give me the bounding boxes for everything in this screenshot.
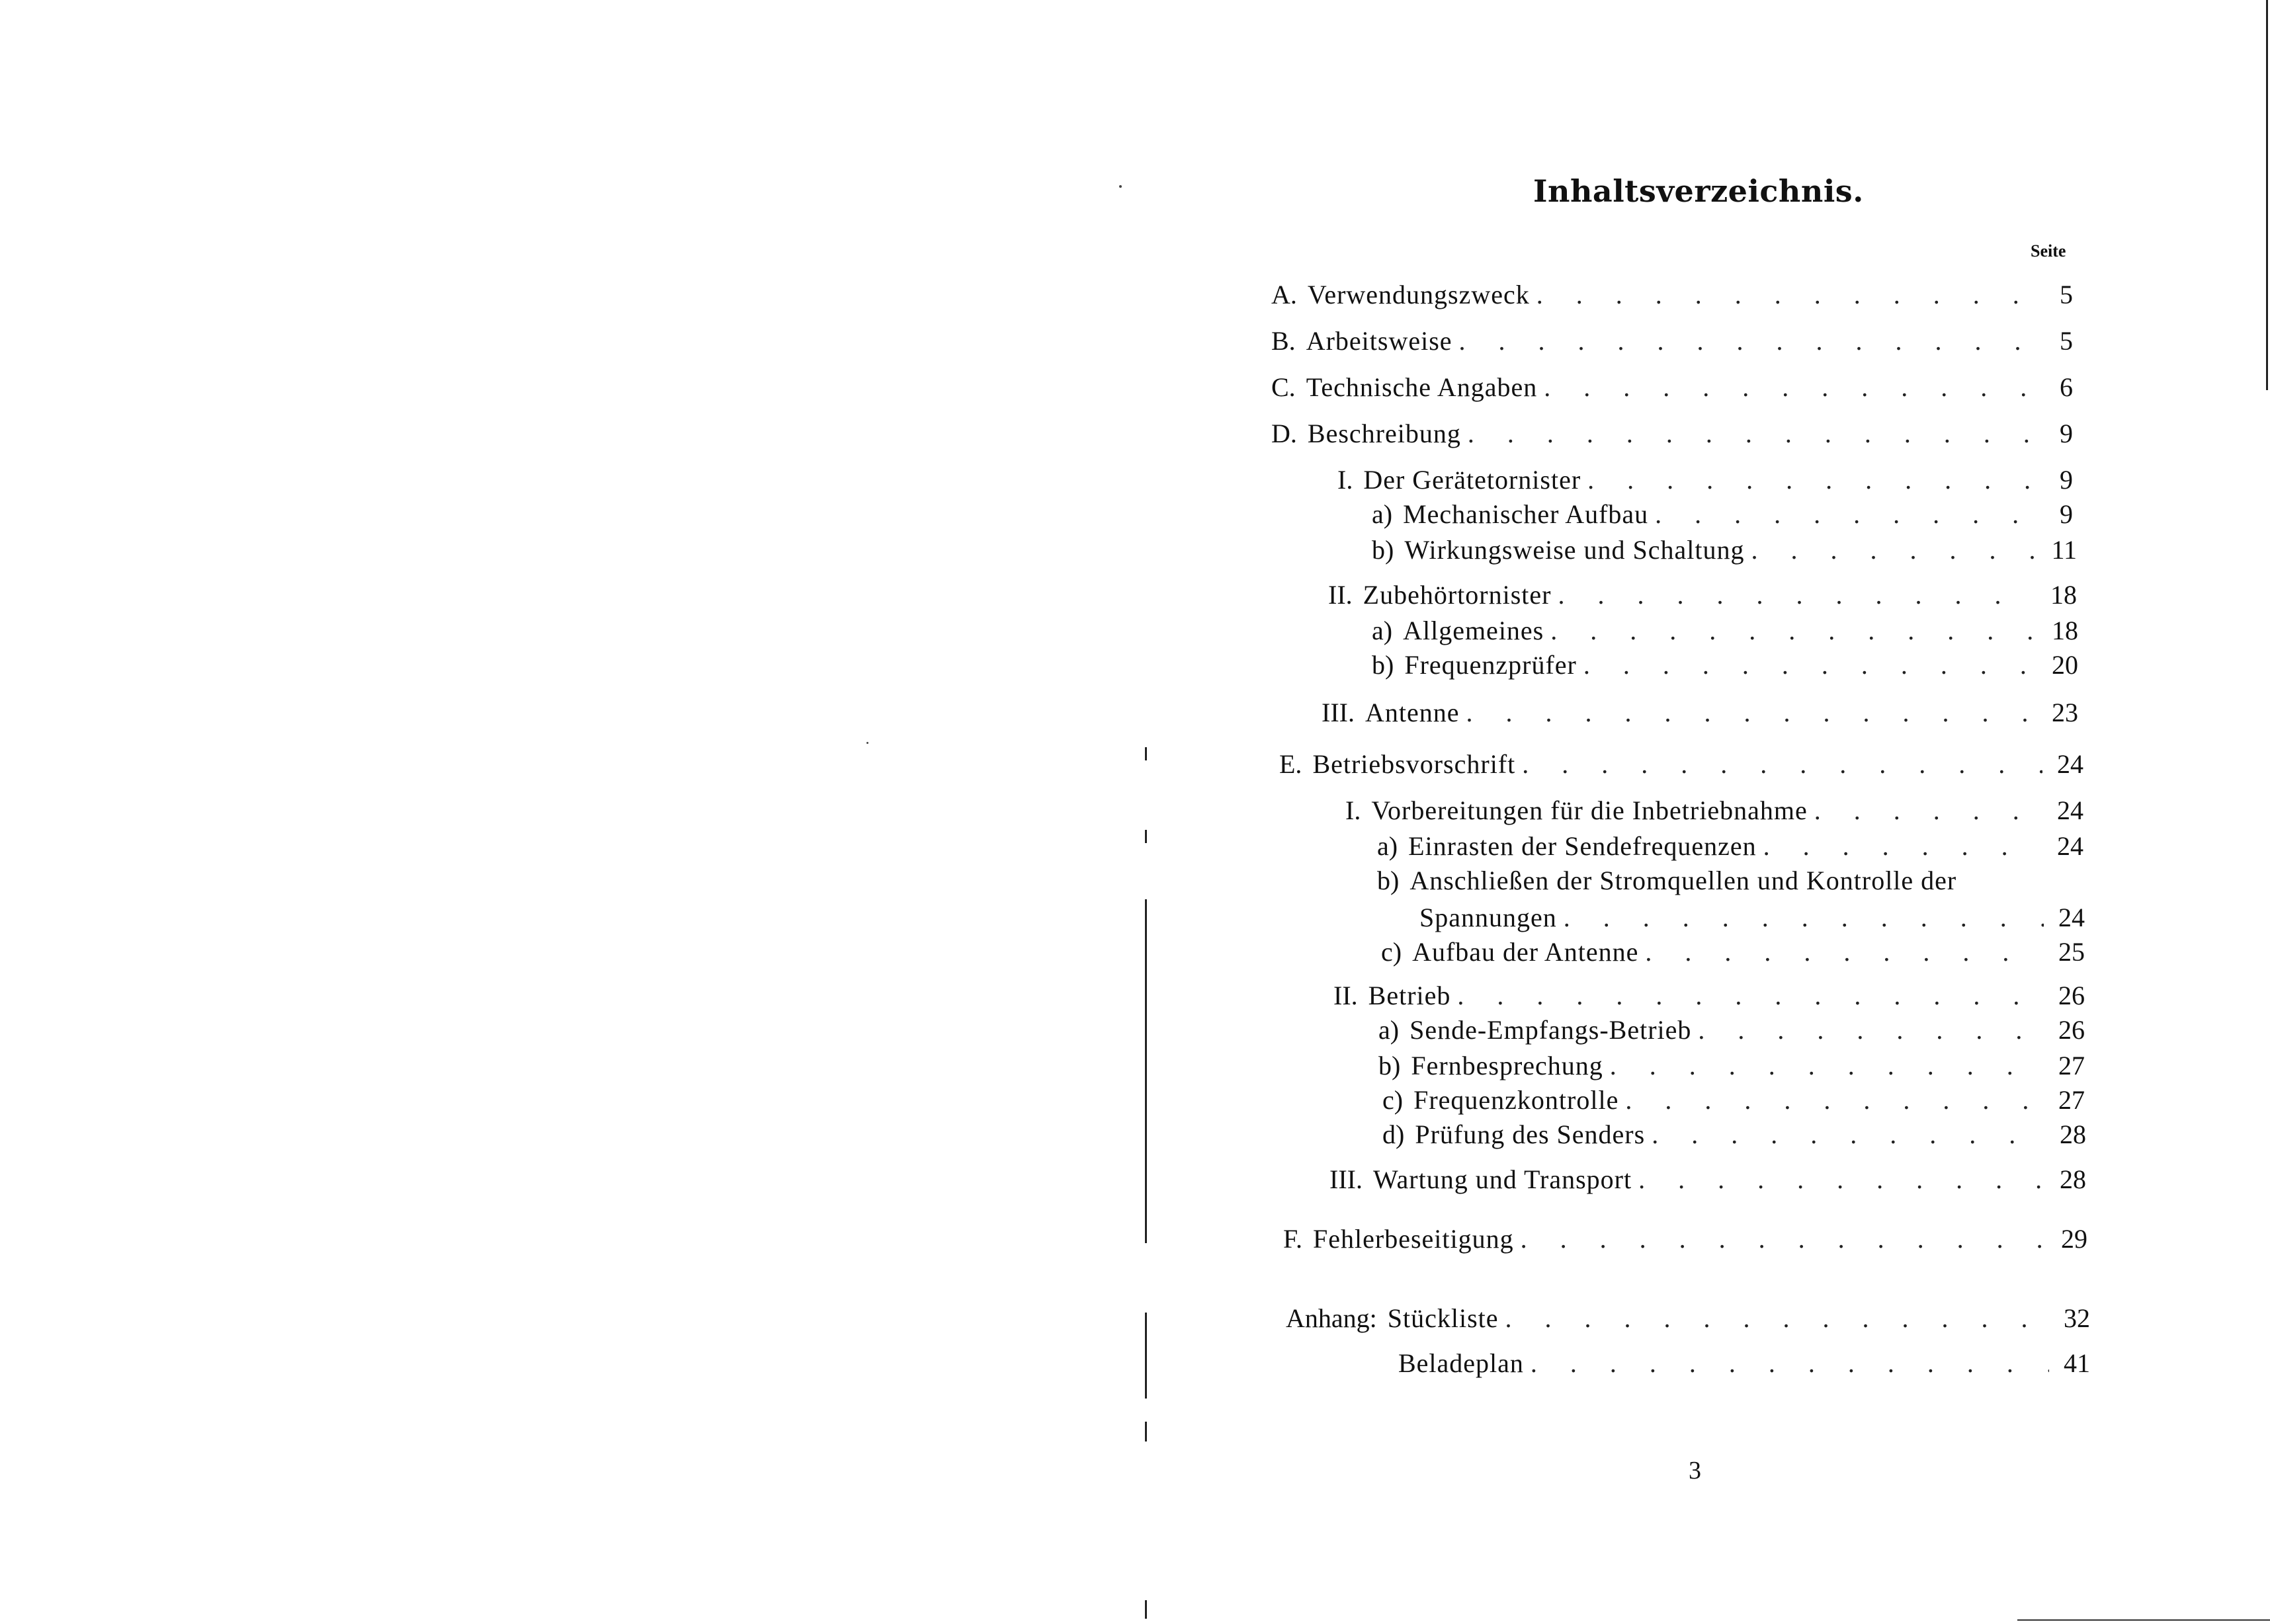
- entry-number: B.: [1271, 326, 1296, 356]
- toc-entry: [1372, 644, 2078, 681]
- gutter-edge: [1145, 830, 1147, 843]
- entry-page: 23: [2052, 698, 2078, 727]
- entry-page: 11: [2051, 535, 2077, 565]
- entry-title: Arbeitsweise: [1306, 326, 1452, 356]
- gutter-edge: [1145, 1600, 1147, 1619]
- toc-entry: [1271, 366, 2073, 403]
- entry-page: 9: [2060, 465, 2073, 495]
- entry-page: 26: [2058, 981, 2085, 1010]
- toc-entry: [1378, 1009, 2085, 1046]
- gutter-edge: [1145, 1313, 1147, 1399]
- toc-entry: [1283, 1218, 2087, 1255]
- entry-title: Frequenzkontrolle: [1413, 1085, 1619, 1115]
- entry-title: Mechanischer Aufbau: [1403, 499, 1649, 529]
- dot-leader: [1459, 325, 2032, 357]
- toc-entry: [1333, 975, 2085, 1012]
- dot-leader: [1638, 1164, 2045, 1196]
- entry-title: Sende-Empfangs-Betrieb: [1409, 1015, 1692, 1045]
- dot-leader: [1468, 418, 2032, 450]
- entry-number: b): [1372, 650, 1394, 680]
- entry-title: Technische Angaben: [1306, 372, 1538, 402]
- toc-entry: [1372, 610, 2078, 647]
- dot-leader: [1466, 697, 2037, 729]
- entry-number: I.: [1345, 795, 1361, 825]
- entry-title: Anschließen der Stromquellen und Kontrolle der: [1409, 866, 1957, 895]
- entry-page: 18: [2050, 580, 2077, 610]
- dot-leader: [1583, 649, 2037, 681]
- dot-leader: [1550, 615, 2037, 647]
- dot-leader: [1522, 749, 2042, 780]
- scan-speck: [1119, 185, 1122, 188]
- toc-entry: [1382, 1079, 2085, 1116]
- scan-speck: [866, 742, 868, 744]
- entry-page: 28: [2060, 1119, 2086, 1149]
- dot-leader: [1652, 1119, 2045, 1151]
- toc-entry: [1398, 1342, 2090, 1379]
- dot-leader: [1645, 936, 2044, 968]
- entry-number: b): [1372, 535, 1394, 565]
- entry-number: a): [1378, 1015, 1400, 1045]
- entry-page: 27: [2058, 1051, 2085, 1080]
- entry-number: a): [1377, 831, 1398, 861]
- entry-title: Antenne: [1365, 698, 1460, 727]
- dot-leader: [1698, 1014, 2044, 1046]
- entry-title: Aufbau der Antenne: [1412, 937, 1639, 967]
- entry-title: Stückliste: [1387, 1303, 1499, 1333]
- entry-number: F.: [1283, 1224, 1303, 1254]
- dot-leader: [1521, 1223, 2046, 1255]
- page-edge: [2017, 1619, 2270, 1621]
- dot-leader: [1544, 372, 2032, 403]
- page-number: 3: [1689, 1457, 1701, 1484]
- dot-leader: [1558, 579, 2036, 611]
- entry-page: 20: [2052, 650, 2078, 680]
- entry-page: 24: [2057, 749, 2083, 779]
- toc-entry: [1377, 825, 2083, 862]
- entry-number: I.: [1337, 465, 1353, 495]
- entry-title: Betriebsvorschrift: [1312, 749, 1516, 779]
- dot-leader: [1505, 1303, 2049, 1334]
- toc-entry: [1271, 274, 2073, 311]
- toc-entry: [1372, 493, 2073, 530]
- entry-page: 25: [2058, 937, 2085, 967]
- entry-number: b): [1378, 1051, 1401, 1080]
- entry-title: Einrasten der Sendefrequenzen: [1408, 831, 1757, 861]
- entry-number: III.: [1329, 1164, 1363, 1194]
- entry-page: 9: [2060, 499, 2073, 529]
- toc-entry: [1322, 692, 2078, 729]
- entry-page: 28: [2060, 1164, 2086, 1194]
- dot-leader: [1457, 980, 2044, 1012]
- entry-page: 24: [2057, 831, 2083, 861]
- toc-entry: [1271, 413, 2073, 450]
- entry-number: c): [1381, 937, 1402, 967]
- entry-title: Der Gerätetornister: [1363, 465, 1581, 495]
- dot-leader: [1536, 279, 2032, 311]
- gutter-edge: [1145, 1422, 1147, 1441]
- entry-number: a): [1372, 499, 1393, 529]
- entry-page: 41: [2064, 1348, 2090, 1378]
- entry-number: b): [1377, 866, 1400, 895]
- page-edge: [2266, 0, 2268, 390]
- toc-entry: [1271, 320, 2073, 357]
- entry-page: 32: [2064, 1303, 2090, 1333]
- entry-title: Zubehörtornister: [1363, 580, 1552, 610]
- entry-page: 24: [2058, 903, 2085, 932]
- dot-leader: [1587, 464, 2032, 496]
- entry-number: A.: [1271, 280, 1297, 309]
- entry-title: Vorbereitungen für die Inbetriebnahme: [1371, 795, 1808, 825]
- toc-entry: [1329, 1158, 2086, 1196]
- dot-leader: [1751, 534, 2036, 566]
- entry-title: Spannungen: [1419, 903, 1557, 932]
- entry-title: Allgemeines: [1403, 616, 1544, 645]
- toc-entry: [1381, 931, 2085, 968]
- entry-title: Fernbesprechung: [1411, 1051, 1603, 1080]
- dot-leader: [1610, 1050, 2044, 1082]
- toc-entry: [1377, 860, 2085, 897]
- entry-page: 6: [2060, 372, 2073, 402]
- gutter-edge: [1145, 899, 1147, 1243]
- entry-title: Verwendungszweck: [1307, 280, 1530, 309]
- entry-number: E.: [1279, 749, 1302, 779]
- entry-title: Wirkungsweise und Schaltung: [1404, 535, 1745, 565]
- entry-title: Betrieb: [1368, 981, 1451, 1010]
- entry-page: 18: [2052, 616, 2078, 645]
- entry-number: a): [1372, 616, 1393, 645]
- entry-number: II.: [1328, 580, 1353, 610]
- dot-leader: [1814, 795, 2042, 827]
- entry-number: C.: [1271, 372, 1296, 402]
- entry-title: Wartung und Transport: [1372, 1164, 1632, 1194]
- gutter-edge: [1145, 747, 1147, 760]
- toc-entry: [1286, 1297, 2090, 1334]
- page-column-label: Seite: [2031, 241, 2066, 261]
- entry-page: 5: [2060, 326, 2073, 356]
- toc-title: Inhaltsverzeichnis.: [1533, 173, 1864, 209]
- entry-number: D.: [1271, 419, 1297, 448]
- toc-entry: [1372, 529, 2077, 566]
- entry-number: III.: [1322, 698, 1355, 727]
- toc-entry: [1345, 790, 2083, 827]
- entry-page: 27: [2058, 1085, 2085, 1115]
- entry-page: 29: [2061, 1224, 2087, 1254]
- entry-number: d): [1382, 1119, 1405, 1149]
- dot-leader: [1531, 1348, 2049, 1379]
- entry-page: 24: [2057, 795, 2083, 825]
- dot-leader: [1655, 499, 2032, 530]
- entry-title: Beschreibung: [1307, 419, 1461, 448]
- toc-entry: [1337, 459, 2073, 496]
- entry-title: Beladeplan: [1398, 1348, 1524, 1378]
- entry-page: 5: [2060, 280, 2073, 309]
- entry-number: Anhang:: [1286, 1303, 1377, 1333]
- entry-title: Frequenzprüfer: [1404, 650, 1577, 680]
- dot-leader: [1625, 1084, 2044, 1116]
- toc-entry: [1382, 1114, 2086, 1151]
- entry-number: II.: [1333, 981, 1358, 1010]
- entry-page: 9: [2060, 419, 2073, 448]
- toc-entry: [1279, 743, 2083, 780]
- entry-title: Fehlerbeseitigung: [1313, 1224, 1514, 1254]
- dot-leader: [1564, 902, 2044, 934]
- dot-leader: [1763, 831, 2042, 862]
- entry-page: 26: [2058, 1015, 2085, 1045]
- toc-entry: [1328, 574, 2077, 611]
- entry-title: Prüfung des Senders: [1415, 1119, 1646, 1149]
- toc-entry-continuation: [1419, 897, 2085, 934]
- toc-entry: [1378, 1045, 2085, 1082]
- entry-number: c): [1382, 1085, 1404, 1115]
